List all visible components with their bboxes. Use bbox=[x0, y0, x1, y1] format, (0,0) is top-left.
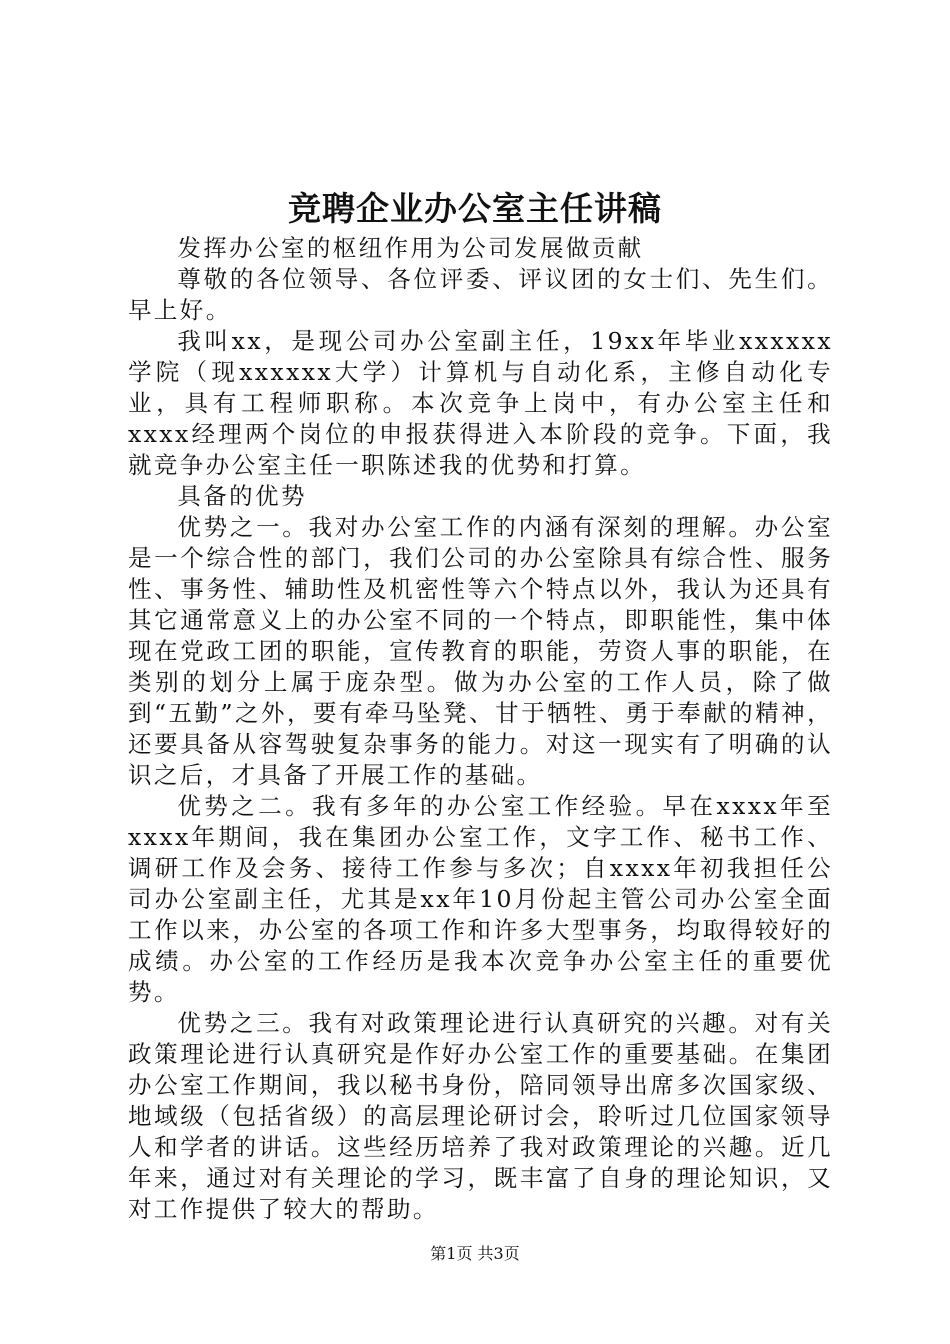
page-number-footer: 第1页 共3页 bbox=[430, 1244, 520, 1263]
document-body bbox=[128, 233, 833, 1225]
introduction-paragraph: 我叫xx，是现公司办公室副主任，19xx年毕业xxxxxx学院（现xxxxxx大学）计算机与自动化系，主修自动化专业，具有工程师职称。本次竞争上岗中，有办公室主任和xxxx经理两个岗位的申报获得进入本阶段的竞争。下面，我就竞争办公室主任一职陈述我的优势和打算。 bbox=[128, 327, 833, 479]
advantage-one-paragraph: 优势之一。我对办公室工作的内涵有深刻的理解。办公室是一个综合性的部门，我们公司的办公室除具有综合性、服务性、事务性、辅助性及机密性等六个特点以外，我认为还具有其它通常意义上的办公室不同的一个特点，即职能性，集中体现在党政工团的职能，宣传教育的职能，劳资人事的职能，在类别的划分上属于庞杂型。做为办公室的工作人员，除了做到“五勤”之外，要有牵马坠凳、甘于牺牲、勇于奉献的精神，还要具备从容驾驶复杂事务的能力。对这一现实有了明确的认识之后，才具备了开展工作的基础。 bbox=[128, 513, 833, 789]
document-title: 竞聘企业办公室主任讲稿 bbox=[288, 189, 662, 228]
section-heading: 具备的优势 bbox=[177, 482, 307, 510]
greeting-paragraph: 尊敬的各位领导、各位评委、评议团的女士们、先生们。早上好。 bbox=[128, 265, 833, 324]
advantage-two-paragraph: 优势之二。我有多年的办公室工作经验。早在xxxx年至xxxx年期间，我在集团办公室工作，文字工作、秘书工作、调研工作及会务、接待工作参与多次；自xxxx年初我担任公司办公室副主任，尤其是xx年10月份起主管公司办公室全面工作以来，办公室的各项工作和许多大型事务，均取得较好的成绩。办公室的工作经历是我本次竞争办公室主任的重要优势。 bbox=[128, 792, 833, 1006]
subtitle-paragraph: 发挥办公室的枢纽作用为公司发展做贡献 bbox=[177, 234, 644, 262]
advantage-three-paragraph: 优势之三。我有对政策理论进行认真研究的兴趣。对有关政策理论进行认真研究是作好办公室工作的重要基础。在集团办公室工作期间，我以秘书身份，陪同领导出席多次国家级、地域级（包括省级）的高层理论研讨会，聆听过几位国家领导人和学者的讲话。这些经历培养了我对政策理论的兴趣。近几年来，通过对有关理论的学习，既丰富了自身的理论知识，又对工作提供了较大的帮助。 bbox=[128, 1009, 833, 1223]
